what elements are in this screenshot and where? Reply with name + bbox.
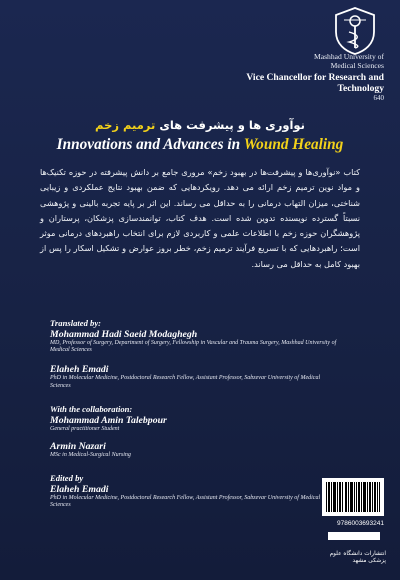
- editor-desc: PhD in Molecular Medicine, Postdoctoral Research Fellow, Assistant Professor, Sabzevar University of Medical Sciences: [50, 495, 321, 509]
- collaborator-desc: MSc in Medical-Surgical Nursing: [50, 451, 131, 458]
- persian-title-highlight: ترمیم زخم: [95, 118, 156, 132]
- publication-number: 640: [373, 94, 384, 103]
- persian-description: کتاب «نوآوری‌ها و پیشرفت‌ها در بهبود زخم» مروری جامع بر دانش پیشرفته در حوزه تکنیک‌ها و مواد نوین ترمیم زخم ارائه می دهد. رویکردهایی که ضمن بهبود نتایج عملکردی و زیبایی شناختی، میزان التهاب درمانی را به حداقل می رساند. این اثر بر پایه تجربه بالینی و پژوهشی نسبتاً گسترده نویسنده تدوین شده است. هدف کتاب، توانمندسازی پزشکان، پرستاران و پژوهشگران حوزه زخم با اطلاعات علمی و کاربردی لازم برای انتخاب راهبردهای درمانی موثر است؛ راهبردهایی که با تسریع فرآیند ترمیم زخم، خطر بروز عوارض و تشکیل اسکار را پس از بهبود کامل به حداقل می رساند.: [40, 167, 360, 269]
- english-title-main: Innovations and Advances in: [56, 136, 241, 153]
- university-office: Vice Chancellor for Research and Technology: [246, 72, 384, 94]
- isbn-number: 9786003693241: [337, 520, 384, 527]
- university-name-line1: Mashhad University of: [313, 52, 384, 61]
- collaboration-label: With the collaboration:: [50, 403, 133, 414]
- translated-by-label: Translated by:: [50, 318, 101, 328]
- translator-name: Elaheh Emadi: [50, 364, 109, 376]
- barcode-icon: [322, 478, 384, 516]
- persian-title: [0, 118, 400, 132]
- persian-title-main: نوآوری ها و پیشرفت های: [159, 118, 305, 132]
- collaborator-name: Armin Nazari: [50, 440, 106, 452]
- translator-desc: PhD in Molecular Medicine, Postdoctoral Research Fellow, Assistant Professor, Sabzevar University of Medical Sciences: [50, 375, 321, 389]
- translator-desc: MD, Professor of Surgery, Department of Surgery, Fellowship in Vascular and Trauma Surgery, Mashhad University of Medical Sciences: [50, 340, 337, 354]
- collaborator-name: Mohammad Amin Talebpour: [50, 414, 167, 426]
- university-block: [234, 53, 384, 103]
- credits-block: [50, 318, 340, 510]
- university-name-line2: Medical Sciences: [330, 60, 384, 70]
- collaborator-desc: General practitioner Student: [50, 425, 120, 432]
- edited-by-label: Edited by: [50, 473, 84, 484]
- english-title-highlight: Wound Healing: [243, 136, 344, 153]
- translator-name: Mohammad Hadi Saeid Modaghegh: [50, 329, 198, 340]
- editor-name: Elaheh Emadi: [50, 484, 109, 496]
- publisher-logo-icon: [328, 532, 380, 540]
- publisher-name: انتشارات دانشگاه علوم پزشکی مشهد: [329, 551, 386, 565]
- university-logo-icon: [332, 6, 378, 56]
- english-title: [0, 136, 400, 154]
